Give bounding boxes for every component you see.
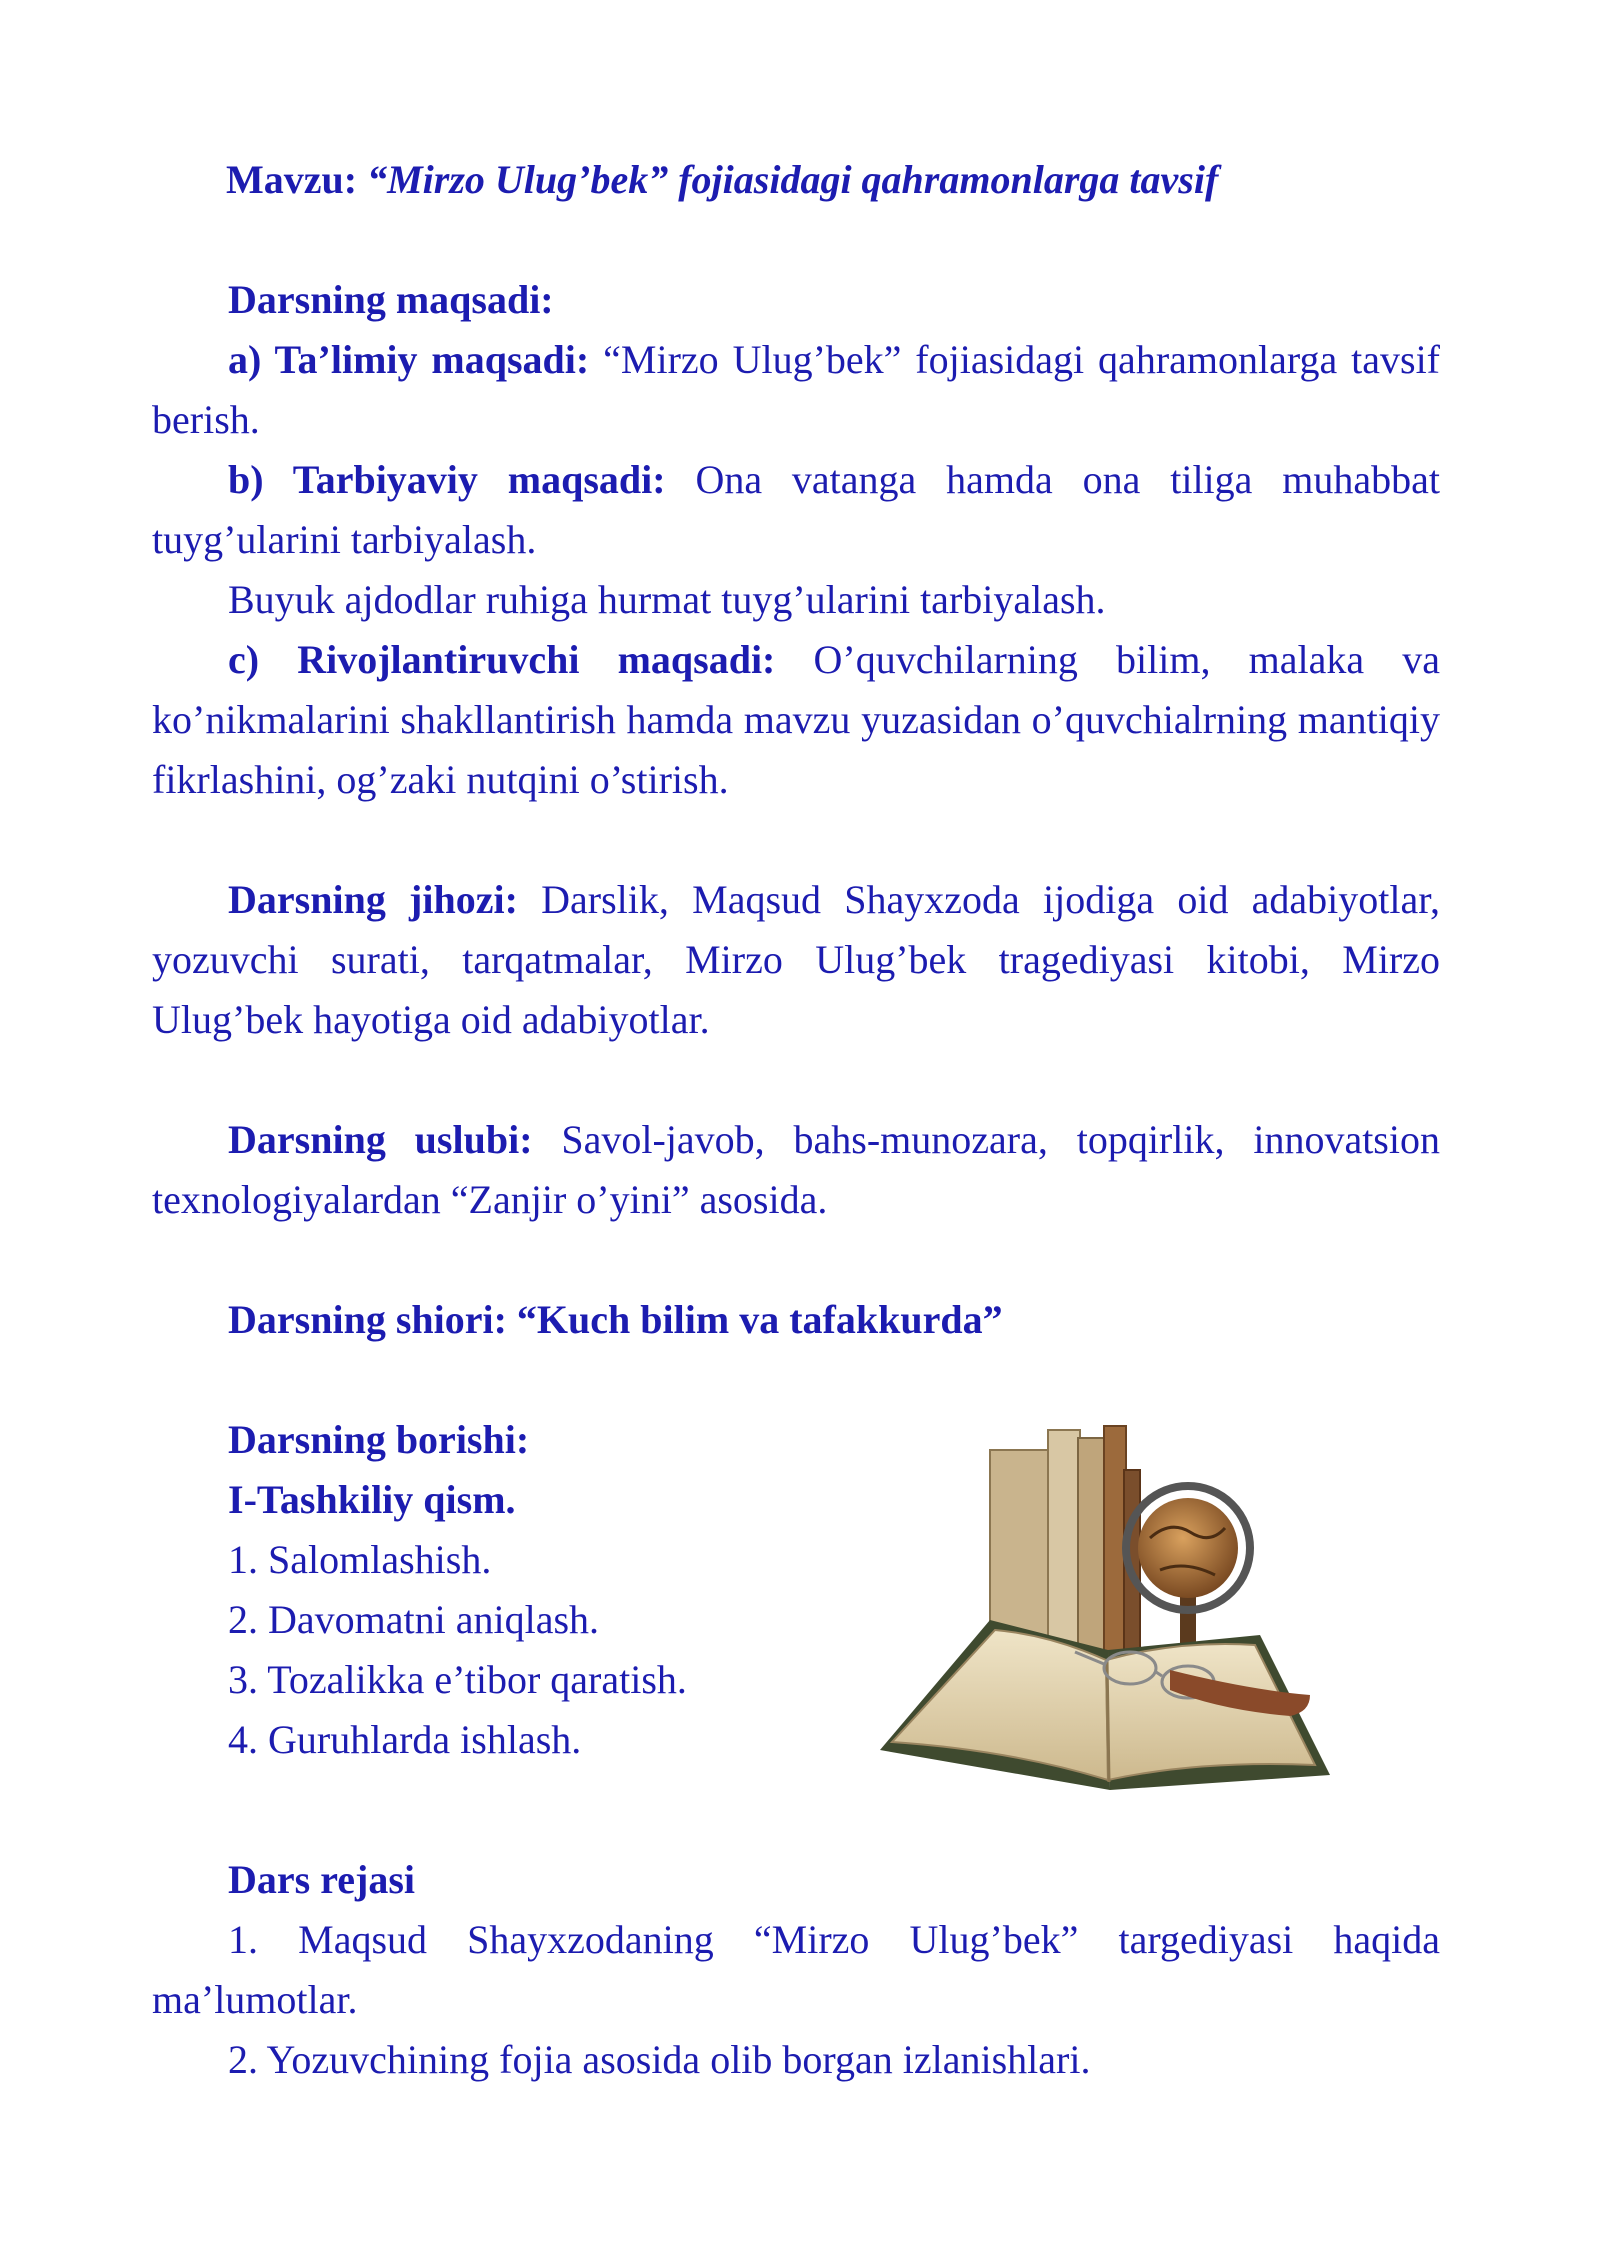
maqsad-c-label: c) Rivojlantiruvchi maqsadi:: [228, 637, 776, 682]
maqsad-b-paragraph: [152, 450, 1440, 570]
shior-paragraph: [152, 1290, 1440, 1350]
maqsad-b-label: b) Tarbiyaviy maqsadi:: [228, 457, 666, 502]
lesson-title: [226, 150, 1476, 210]
books-globe-illustration: [870, 1420, 1340, 1810]
maqsad-b-text: Ona vatanga hamda ona tiliga muhabbat tuyg’ularini tarbiyalash.: [152, 457, 1440, 562]
jihoz-label: Darsning jihozi:: [228, 877, 518, 922]
reja-item-1: 1. Maqsud Shayxzodaning “Mirzo Ulug’bek” targediyasi haqida ma’lumotlar.: [152, 1917, 1440, 2022]
borish-list: [228, 1530, 687, 1770]
maqsad-heading: Darsning maqsadi:: [228, 277, 554, 322]
uslub-text: Savol-javob, bahs-munozara, topqirlik, innovatsion texnologiyalardan “Zanjir o’yini” asosida.: [152, 1117, 1440, 1222]
list-item: 1. Salomlashish.: [228, 1537, 492, 1582]
borish-subheading: I-Tashkiliy qism.: [228, 1477, 516, 1522]
maqsad-c-paragraph: [152, 630, 1440, 810]
reja-item-2: 2. Yozuvchining fojia asosida olib borgan izlanishlari.: [228, 2037, 1091, 2082]
maqsad-a-text: “Mirzo Ulug’bek” fojiasidagi qahramonlarga tavsif berish.: [152, 337, 1440, 442]
maqsad-a-label: a) Ta’limiy maqsadi:: [228, 337, 590, 382]
uslub-label: Darsning uslubi:: [228, 1117, 533, 1162]
shior-text: Darsning shiori: “Kuch bilim va tafakkurda”: [228, 1297, 1003, 1342]
jihoz-paragraph: [152, 870, 1440, 1050]
title-topic: “Mirzo Ulug’bek” fojiasidagi qahramonlarga tavsif: [367, 157, 1219, 202]
borish-heading: Darsning borishi:: [228, 1417, 530, 1462]
uslub-paragraph: [152, 1110, 1440, 1230]
list-item: 3. Tozalikka e’tibor qaratish.: [228, 1657, 687, 1702]
reja-heading: Dars rejasi: [228, 1857, 415, 1902]
maqsad-c-text: O’quvchilarning bilim, malaka va ko’nikmalarini shakllantirish hamda mavzu yuzasidan o’quvchialrning mantiqiy fikrlashini, og’zaki nutqini o’stirish.: [152, 637, 1440, 802]
maqsad-section: [152, 270, 1440, 330]
list-item: 2. Davomatni aniqlash.: [228, 1597, 600, 1642]
maqsad-a-paragraph: [152, 330, 1440, 450]
title-prefix: Mavzu:: [226, 157, 368, 202]
maqsad-b-extra: Buyuk ajdodlar ruhiga hurmat tuyg’ularini tarbiyalash.: [228, 577, 1106, 622]
jihoz-text: Darslik, Maqsud Shayxzoda ijodiga oid adabiyotlar, yozuvchi surati, tarqatmalar, Mirzo Ulug’bek tragediyasi kitobi, Mirzo Ulug’bek hayotiga oid adabiyotlar.: [152, 877, 1440, 1042]
list-item: 4. Guruhlarda ishlash.: [228, 1717, 582, 1762]
